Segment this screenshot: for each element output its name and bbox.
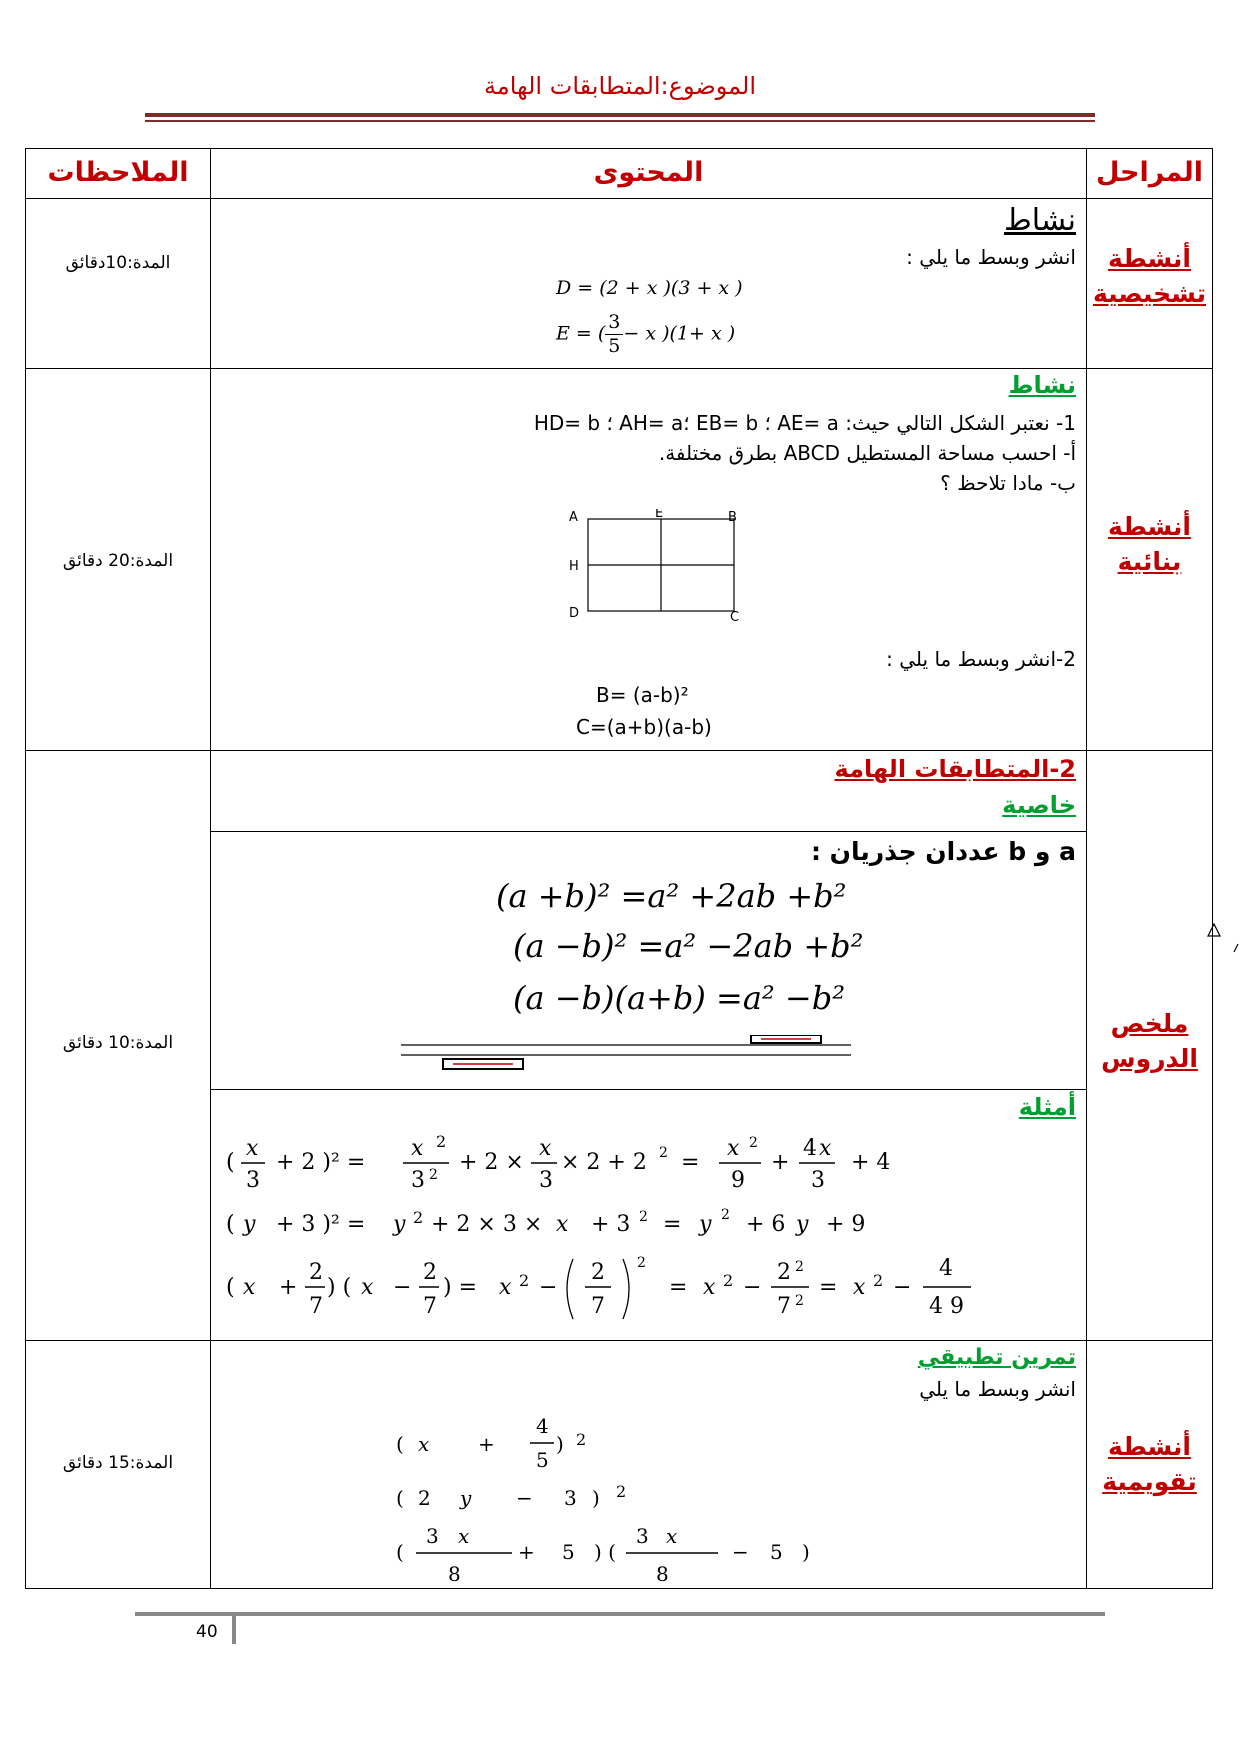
svg-text:2: 2 bbox=[777, 1260, 791, 1285]
svg-text:3: 3 bbox=[539, 1168, 553, 1193]
row3-stage: ملخص الدروس bbox=[1101, 1009, 1198, 1073]
margin-triangle-marks bbox=[1206, 918, 1240, 958]
section-title: 2-المتطابقات الهامة bbox=[834, 755, 1076, 783]
svg-text:x: x bbox=[246, 1136, 259, 1161]
svg-text:3: 3 bbox=[426, 1524, 439, 1548]
svg-text:4: 4 bbox=[536, 1414, 549, 1438]
svg-text:−: − bbox=[732, 1540, 749, 1564]
svg-text:(: ( bbox=[226, 1150, 235, 1175]
svg-text:(: ( bbox=[396, 1540, 404, 1564]
svg-text:7: 7 bbox=[591, 1294, 605, 1319]
row2-activity-title: نشاط bbox=[1008, 371, 1076, 399]
label-b: B bbox=[728, 510, 737, 525]
label-e: E bbox=[655, 509, 664, 521]
svg-text:) =: ) = bbox=[443, 1275, 478, 1300]
svg-text:y: y bbox=[243, 1212, 256, 1237]
svg-text:5: 5 bbox=[770, 1540, 783, 1564]
svg-text:x: x bbox=[539, 1136, 552, 1161]
property-text: a و b عددان جذريان : bbox=[810, 837, 1076, 866]
row4-note-cell bbox=[26, 1341, 211, 1589]
label-a: A bbox=[569, 510, 578, 525]
svg-text:9: 9 bbox=[731, 1168, 745, 1193]
svg-text:3: 3 bbox=[411, 1168, 425, 1193]
svg-text:+: + bbox=[279, 1275, 298, 1300]
exercise-math bbox=[396, 1411, 866, 1589]
row1-duration: المدة:10دقائق bbox=[65, 253, 171, 273]
row3-stage-cell bbox=[1087, 751, 1213, 1341]
page-number: 40 bbox=[196, 1622, 218, 1642]
row1-instruction: انشر وبسط ما يلي : bbox=[906, 245, 1076, 269]
svg-text:8: 8 bbox=[448, 1562, 461, 1586]
svg-text:8: 8 bbox=[656, 1562, 669, 1586]
exercise-1 bbox=[396, 1414, 586, 1472]
identity-product: (a −b)(a+b) =a² −b² bbox=[513, 979, 846, 1017]
row1-expr-d: D = (2 + x )(3 + x ) bbox=[556, 277, 743, 299]
svg-text:x: x bbox=[243, 1275, 256, 1300]
svg-text:y: y bbox=[393, 1212, 406, 1237]
svg-text:4: 4 bbox=[939, 1256, 953, 1281]
svg-text:x: x bbox=[418, 1432, 430, 1456]
row2-q2: 2-انشر وبسط ما يلي : bbox=[886, 647, 1076, 671]
row2-expr-b: B= (a-b)² bbox=[596, 683, 689, 707]
property-divider bbox=[211, 831, 1086, 832]
svg-text:y: y bbox=[460, 1486, 472, 1510]
exercise-3 bbox=[396, 1524, 810, 1586]
svg-text:(: ( bbox=[396, 1486, 404, 1510]
svg-text:2: 2 bbox=[576, 1430, 587, 1449]
row4-content-cell bbox=[211, 1341, 1087, 1589]
svg-text:−: − bbox=[743, 1275, 762, 1300]
label-h: H bbox=[569, 559, 579, 574]
decorative-lines bbox=[401, 1035, 981, 1075]
exercise-2 bbox=[396, 1482, 626, 1510]
title-rule-thin bbox=[145, 120, 1095, 122]
svg-text:+ 2 ×: + 2 × bbox=[459, 1150, 524, 1175]
row4-instruction: انشر وبسط ما يلي bbox=[919, 1377, 1076, 1401]
svg-text:5: 5 bbox=[536, 1448, 549, 1472]
svg-text:+ 6: + 6 bbox=[746, 1212, 786, 1237]
label-d: D bbox=[569, 606, 580, 621]
svg-text:3: 3 bbox=[811, 1168, 825, 1193]
svg-text:+: + bbox=[478, 1432, 495, 1456]
row2-stage: أنشطة بنائية bbox=[1108, 512, 1191, 576]
svg-text:−: − bbox=[393, 1275, 412, 1300]
svg-text:2: 2 bbox=[418, 1486, 431, 1510]
row2-stage-cell bbox=[1087, 369, 1213, 751]
svg-text:+ 3: + 3 bbox=[591, 1212, 631, 1237]
svg-text:2: 2 bbox=[309, 1260, 323, 1285]
svg-text:x: x bbox=[411, 1136, 424, 1161]
property-title: خاصية bbox=[1002, 791, 1076, 819]
svg-text:7: 7 bbox=[777, 1294, 791, 1319]
svg-text:4: 4 bbox=[803, 1136, 817, 1161]
row2-content-cell bbox=[211, 369, 1087, 751]
svg-text:7: 7 bbox=[309, 1294, 323, 1319]
svg-text:): ) bbox=[802, 1540, 810, 1564]
svg-text:(: ( bbox=[396, 1432, 404, 1456]
svg-text:y: y bbox=[796, 1212, 809, 1237]
svg-text:+ 3 )² =: + 3 )² = bbox=[276, 1212, 366, 1237]
svg-text:x: x bbox=[556, 1212, 569, 1237]
svg-text:2: 2 bbox=[519, 1271, 530, 1290]
row2-duration: المدة:20 دقائق bbox=[62, 551, 174, 571]
row1-activity-title: نشاط bbox=[1004, 203, 1076, 238]
svg-text:x: x bbox=[853, 1275, 866, 1300]
row4-duration: المدة:15 دقائق bbox=[62, 1453, 174, 1473]
svg-text:x: x bbox=[819, 1136, 832, 1161]
svg-text:=: = bbox=[669, 1275, 688, 1300]
row1-stage: أنشطة تشخيصية bbox=[1092, 244, 1207, 308]
svg-text:): ) bbox=[556, 1432, 564, 1456]
svg-text:) (: ) ( bbox=[594, 1540, 616, 1564]
svg-text:x: x bbox=[458, 1524, 470, 1548]
svg-text:y: y bbox=[699, 1212, 712, 1237]
svg-text:+: + bbox=[771, 1150, 790, 1175]
svg-text:2: 2 bbox=[413, 1208, 424, 1227]
svg-text:+: + bbox=[518, 1540, 535, 1564]
svg-text:−: − bbox=[516, 1486, 533, 1510]
svg-text:2: 2 bbox=[721, 1207, 730, 1223]
svg-text:2: 2 bbox=[591, 1260, 605, 1285]
svg-text:−: − bbox=[539, 1275, 558, 1300]
svg-text:+ 2 )² =: + 2 )² = bbox=[276, 1150, 366, 1175]
row1-expr-e-right: − x )(1+ x ) bbox=[623, 322, 736, 345]
example-2 bbox=[226, 1207, 865, 1237]
footer-bar bbox=[232, 1616, 236, 1644]
row2-q1: 1- نعتبر الشكل التالي حيث: AE= a ؛ EB= b ؛AH= a ؛ HD= b bbox=[533, 411, 1076, 435]
row2-q1a: أ- احسب مساحة المستطيل ABCD بطرق مختلفة. bbox=[658, 441, 1076, 465]
svg-text:2: 2 bbox=[795, 1293, 804, 1309]
row1-expr-e-num: 3 bbox=[605, 311, 623, 335]
example-3 bbox=[226, 1255, 971, 1319]
row2-note-cell bbox=[26, 369, 211, 751]
svg-text:−: − bbox=[893, 1275, 912, 1300]
svg-text:x: x bbox=[703, 1275, 716, 1300]
svg-text:+ 4: + 4 bbox=[851, 1150, 891, 1175]
svg-text:=: = bbox=[663, 1212, 682, 1237]
svg-text:3: 3 bbox=[246, 1168, 260, 1193]
svg-text:5: 5 bbox=[562, 1540, 575, 1564]
svg-text:x: x bbox=[361, 1275, 374, 1300]
svg-text:2: 2 bbox=[637, 1255, 646, 1271]
row4-stage: أنشطة تقويمية bbox=[1102, 1432, 1197, 1496]
svg-text:× 2 + 2: × 2 + 2 bbox=[561, 1150, 647, 1175]
document-title: الموضوع:المتطابقات الهامة bbox=[484, 72, 756, 100]
svg-text:2: 2 bbox=[639, 1209, 648, 1225]
footer-rule bbox=[135, 1612, 1105, 1616]
svg-text:): ) bbox=[592, 1486, 600, 1510]
row2-q1b: ب- مادا تلاحظ ؟ bbox=[940, 471, 1076, 495]
svg-text:=: = bbox=[681, 1150, 700, 1175]
svg-text:2: 2 bbox=[659, 1145, 668, 1161]
row4-stage-cell bbox=[1087, 1341, 1213, 1589]
svg-text:2: 2 bbox=[873, 1271, 884, 1290]
row1-expr-e-den: 5 bbox=[608, 334, 621, 357]
examples-title: أمثلة bbox=[1018, 1093, 1076, 1121]
svg-text:x: x bbox=[666, 1524, 678, 1548]
header-content: المحتوى bbox=[211, 149, 1087, 199]
svg-text:x: x bbox=[499, 1275, 512, 1300]
label-c: C bbox=[730, 610, 740, 625]
row1-expr-e-left: E = ( bbox=[556, 322, 606, 345]
svg-text:x: x bbox=[727, 1136, 740, 1161]
row1-content-cell bbox=[211, 199, 1087, 369]
identity-square-sum: (a +b)² =a² +2ab +b² bbox=[496, 877, 847, 915]
row1-note-cell bbox=[26, 199, 211, 369]
svg-text:2: 2 bbox=[795, 1259, 804, 1275]
row1-stage-cell bbox=[1087, 199, 1213, 369]
svg-text:3: 3 bbox=[564, 1486, 577, 1510]
rectangle-figure bbox=[551, 509, 751, 634]
svg-text:2: 2 bbox=[429, 1167, 438, 1183]
svg-text:2: 2 bbox=[749, 1135, 758, 1151]
svg-text:2: 2 bbox=[616, 1482, 627, 1501]
header-notes: الملاحظات bbox=[26, 149, 211, 199]
svg-text:2: 2 bbox=[423, 1260, 437, 1285]
lesson-table bbox=[25, 148, 1213, 1589]
svg-text:+ 2 × 3 ×: + 2 × 3 × bbox=[431, 1212, 543, 1237]
svg-text:4 9: 4 9 bbox=[929, 1294, 964, 1319]
svg-text:=: = bbox=[819, 1275, 838, 1300]
svg-text:3: 3 bbox=[636, 1524, 649, 1548]
svg-text:2: 2 bbox=[723, 1271, 734, 1290]
svg-text:+ 9: + 9 bbox=[826, 1212, 866, 1237]
title-rule bbox=[145, 113, 1095, 117]
examples-math bbox=[221, 1131, 1081, 1341]
svg-text:(: ( bbox=[226, 1275, 235, 1300]
svg-text:2: 2 bbox=[436, 1132, 447, 1151]
row2-expr-c: C=(a+b)(a-b) bbox=[576, 715, 712, 739]
row1-expr-e bbox=[556, 311, 735, 358]
row3-duration: المدة:10 دقائق bbox=[62, 1033, 174, 1053]
svg-text:7: 7 bbox=[423, 1294, 437, 1319]
identity-square-diff: (a −b)² =a² −2ab +b² bbox=[513, 927, 864, 965]
header-stages: المراحل bbox=[1087, 149, 1213, 199]
exercise-title: تمرين تطبيقي bbox=[917, 1345, 1076, 1370]
svg-text:) (: ) ( bbox=[327, 1275, 352, 1300]
row3-note-cell bbox=[26, 751, 211, 1341]
examples-divider bbox=[211, 1089, 1086, 1090]
row3-content-cell bbox=[211, 751, 1087, 1341]
example-1 bbox=[226, 1132, 890, 1193]
svg-text:(: ( bbox=[226, 1212, 235, 1237]
